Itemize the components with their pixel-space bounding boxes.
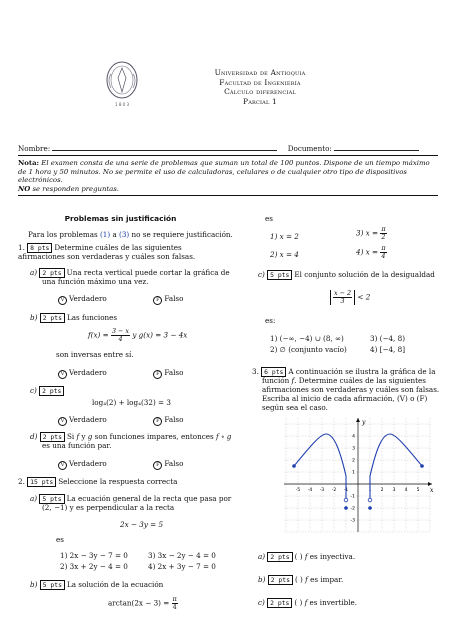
x-tick-label: -5 [295, 488, 301, 493]
note-no-text: se responden preguntas. [30, 184, 120, 193]
faculty-name: Facultad de Ingeniería [219, 77, 301, 87]
x-tick-label: -2 [331, 488, 337, 493]
points-box: 2 pts [39, 268, 64, 278]
vf-row-1d [58, 459, 183, 470]
x-tick-label: 1 [368, 488, 372, 493]
points-box: 6 pts [261, 367, 286, 377]
continued-text: es [265, 214, 273, 223]
y-tick-label: -1 [350, 494, 355, 500]
intro-text: no se requiere justificación. [129, 230, 233, 239]
option[interactable]: 3) (−4, 8) [370, 334, 406, 343]
formula-2a: 2x − 3y = 5 [120, 520, 164, 529]
item-text: es invertible. [307, 598, 358, 607]
option[interactable]: 4) [−4, 8] [370, 345, 406, 354]
option-2b-2[interactable]: 2) x = 4 [270, 250, 299, 259]
x-tick-label: 5 [416, 488, 420, 493]
open-point [344, 498, 348, 502]
y-tick-label: 1 [352, 470, 355, 476]
item-text: Una recta vertical puede cortar la gráfica de una función máximo una vez. [42, 268, 230, 286]
option[interactable]: 2) ∅ (conjunto vacío) [270, 345, 347, 354]
item-label: a) [30, 494, 38, 503]
true-label: Verdadero [69, 415, 107, 424]
y-axis-arrow [356, 418, 360, 422]
intro-text: a [110, 230, 120, 239]
endpoint [344, 506, 348, 510]
note-label: Nota: [18, 159, 40, 167]
item-label: c) [30, 386, 37, 395]
course-name: Cálculo diferencial [224, 87, 296, 96]
vf-row-1c [58, 415, 183, 426]
item-label: a) [30, 268, 38, 277]
seal-year: 1 8 0 3 [115, 102, 129, 107]
points-box: 2 pts [39, 386, 64, 396]
option[interactable]: 1) (−∞, −4) ∪ (8, ∞) [270, 334, 344, 343]
name-label: Nombre: [18, 144, 51, 153]
document-label: Documento: [287, 144, 332, 153]
item-label: d) [30, 432, 38, 441]
points-box: 2 pts [40, 432, 65, 442]
true-radio[interactable]: V [58, 370, 67, 379]
note-no: NO [18, 184, 31, 193]
endpoint [420, 464, 424, 468]
ref-problem-3[interactable]: (3) [119, 230, 130, 239]
points-box: 2 pts [40, 313, 65, 323]
x-axis-label: x [430, 487, 434, 494]
section-intro [18, 230, 233, 239]
formula-part: y g(x) = 3 − 4x [132, 330, 188, 340]
option[interactable]: 2) 3x + 2y − 4 = 0 [60, 562, 128, 571]
exam-header [150, 68, 370, 106]
false-label: Falso [164, 368, 184, 377]
item-text: es impar. [307, 575, 344, 584]
option-2b-4[interactable]: 4) x = $\frac{\pi}{4}$ [356, 244, 386, 260]
section-title: Problemas sin justificación [64, 214, 177, 223]
true-radio[interactable]: V [58, 296, 67, 305]
endpoint [292, 464, 296, 468]
item-text: es [56, 535, 64, 544]
true-label: Verdadero [69, 368, 107, 377]
item-text: La ecuación general de la recta que pasa por (2, −1) y es perpendicular a la recta [42, 494, 232, 512]
item-label: b) [30, 580, 38, 589]
item-label: c) [258, 270, 265, 279]
function-graph [280, 414, 436, 536]
item-3c: c) 2 pts ( ) f es invertible. [258, 598, 358, 607]
item-label: c) [258, 598, 265, 607]
true-label: Verdadero [69, 294, 107, 303]
option-2b-3[interactable]: 3) x = $\frac{\pi}{2}$ [356, 225, 386, 241]
open-point [368, 498, 372, 502]
item-text: son inversas entre sí. [56, 350, 134, 359]
problem-3: 3. 6 pts A continuación se ilustra la gráfica de la función f. Determine cuáles de las siguientes afirmaciones son verdaderas y cuáles son falsas. Escriba al inicio de cada afirmación, (V) o (F) según sea el caso. [252, 367, 440, 412]
vf-row-1b [58, 368, 183, 379]
formula-1c: log₄(2) + log₄(32) = 3 [92, 398, 171, 407]
options-2a [60, 551, 230, 571]
y-tick-label: 2 [352, 458, 355, 464]
curve-right [370, 434, 422, 500]
item-1d: d) 2 pts Si f y g son funciones impares, entonces f ∘ g es una función par. [30, 432, 232, 450]
points-box: 15 pts [27, 477, 56, 487]
true-radio[interactable]: V [58, 461, 67, 470]
vf-row-1a [58, 294, 183, 305]
item-2b [30, 580, 163, 589]
item-text: La solución de la ecuación [66, 580, 164, 589]
points-box: 2 pts [267, 598, 292, 608]
y-tick-label: -2 [350, 506, 355, 512]
x-tick-label: 2 [380, 488, 384, 493]
option[interactable]: 3) 3x − 2y − 4 = 0 [148, 551, 216, 560]
item-label: a) [258, 552, 266, 561]
problem-number: 3. [252, 367, 259, 376]
answer-blank[interactable]: ( ) [294, 598, 303, 607]
option[interactable]: 4) 2x + 3y − 7 = 0 [148, 562, 216, 571]
item-3a: a) 2 pts ( ) f es inyectiva. [258, 552, 356, 561]
inequality-2c: $\frac{x - 2}{3}$ < 2 [330, 290, 370, 305]
endpoint [368, 506, 372, 510]
points-box: 5 pts [40, 580, 65, 590]
problem-1 [18, 243, 223, 261]
answer-blank[interactable]: ( ) [294, 552, 303, 561]
false-radio[interactable]: F [153, 417, 162, 426]
x-tick-label: -3 [319, 488, 325, 493]
false-label: Falso [164, 294, 184, 303]
item-1c [30, 386, 66, 395]
fraction: $\frac{\pi}{4}$ [172, 595, 177, 611]
problem-number: 2. [18, 477, 25, 486]
formula-part: arctan(2x − 3) = [108, 598, 170, 608]
document-field[interactable] [334, 150, 419, 151]
true-radio[interactable]: V [58, 417, 67, 426]
top-rule [18, 155, 438, 156]
option[interactable]: 1) 2x − 3y − 7 = 0 [60, 551, 128, 560]
item-2c [258, 270, 435, 279]
exam-note [18, 159, 438, 193]
bottom-rule [18, 195, 438, 196]
item-1a [30, 268, 235, 286]
university-seal [95, 60, 149, 108]
x-tick-label: -4 [307, 488, 313, 493]
points-box: 8 pts [27, 243, 52, 253]
false-radio[interactable]: F [153, 461, 162, 470]
problem-number: 1. [18, 243, 25, 252]
formula-2b [108, 596, 178, 611]
note-text: El examen consta de una serie de problemas que suman un total de 100 puntos. Dispone de un tiempo máximo de 1 hora y 50 minutos. No se permite el uso de calculadoras, celulares o de cualquier otro tipo de dispositivos electrónicos. [18, 159, 430, 185]
y-tick-label: -3 [350, 518, 355, 524]
student-fields [18, 144, 438, 153]
item-label: b) [258, 575, 266, 584]
y-axis-label: y [362, 419, 366, 426]
x-tick-label: -1 [343, 488, 349, 493]
options-2c [270, 334, 445, 354]
points-box: 2 pts [268, 575, 293, 585]
exam-name: Parcial 1 [243, 96, 277, 106]
x-tick-label: 4 [404, 488, 408, 493]
points-box: 5 pts [267, 270, 292, 280]
points-box: 2 pts [267, 552, 292, 562]
option-2b-1[interactable]: 1) x = 2 [270, 232, 299, 241]
false-label: Falso [164, 415, 184, 424]
answer-blank[interactable]: ( ) [294, 575, 303, 584]
false-label: Falso [164, 459, 184, 468]
item-text: es inyectiva. [307, 552, 356, 561]
ref-problem-1[interactable]: (1) [100, 230, 111, 239]
graph-grid [284, 418, 430, 536]
y-tick-label: 3 [352, 446, 355, 452]
true-label: Verdadero [69, 459, 107, 468]
formula-part: f(x) = [88, 330, 109, 340]
item-3b: b) 2 pts ( ) f es impar. [258, 575, 344, 584]
problem-text: Seleccione la respuesta correcta [58, 477, 178, 486]
item-label: b) [30, 313, 38, 322]
intro-text: Para los problemas [28, 230, 100, 239]
problem-2 [18, 477, 177, 486]
item-1b [30, 313, 117, 322]
university-name: Universidad de Antioquia [214, 68, 306, 77]
formula-1b [88, 328, 187, 343]
problem-text: Determine cuáles de las siguientes afirmaciones son verdaderas y cuáles son falsas. [18, 243, 196, 261]
x-tick-label: 3 [392, 488, 396, 493]
points-box: 5 pts [39, 494, 64, 504]
false-radio[interactable]: F [153, 370, 162, 379]
name-field[interactable] [52, 150, 277, 151]
fraction: $\frac{3 - x}{4}$ [111, 327, 130, 343]
item-2a [30, 494, 235, 512]
false-radio[interactable]: F [153, 296, 162, 305]
item-text: Las funciones [66, 313, 118, 322]
y-tick-label: 4 [352, 434, 355, 440]
item-text: El conjunto solución de la desigualdad [294, 270, 435, 279]
item-text: es: [265, 316, 276, 325]
